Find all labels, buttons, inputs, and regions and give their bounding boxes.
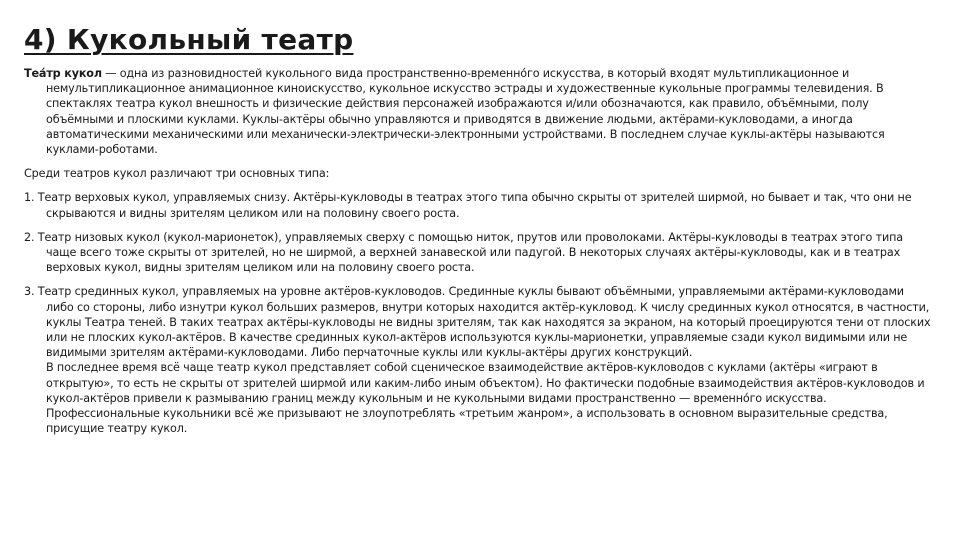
type-item-1-text: 1. Театр верховых кукол, управляемых снизу. Актёры-кукловоды в театрах этого типа обычно скрыты от зрителей ширмой, но бывает и так, что они не скрываются и видны зрителям целиком или на половину своего роста. [24,191,912,220]
slide [24,20,934,445]
intro-term: Теа́тр кукол [24,67,102,80]
type-item-3 [24,284,934,436]
type-item-3-continuation: В последнее время всё чаще театр кукол представляет собой сценическое взаимодействие актёров-кукловодов с куклами (актёры «играют в открытую», то есть не скрыты от зрителей ширмой или каким-либо иным объектом). Но фактически подобные взаимодействия актёров-кукловодов и кукол-актёров привели к размыванию границ между кукольным и не кукольными видами пространственно — временно́го искусства. Профессиональные кукольники всё же призывают не злоупотреблять «третьим жанром», а использовать в основном выразительные средства, присущие театру кукол. [46,361,925,436]
intro-text: — одна из разновидностей кукольного вида пространственно-временно́го искусства, в который входят мультипликационное и немультипликационное анимационное киноискусство, кукольное искусство эстрады и художественные кукольные программы телевидения. В спектаклях театра кукол внешность и физические действия персонажей изображаются и/или обозначаются, как правило, объёмными, полу объёмными и плоскими куклами. Куклы-актёры обычно управляются и приводятся в движение людьми, актёрами-кукловодами, а иногда автоматическими механическими или механически-электрически-электронными устройствами. В последнем случае куклы-актёры называются куклами-роботами. [46,67,885,157]
slide-body [24,66,934,436]
type-item-3-text: 3. Театр срединных кукол, управляемых на уровне актёров-кукловодов. Срединные куклы бывают объёмными, управляемыми актёрами-кукловодами либо со стороны, либо изнутри кукол больших размеров, внутри которых находится актёр-кукловод. К числу срединных кукол относятся, в частности, куклы Театра теней. В таких театрах актёры-кукловоды не видны зрителям, так как находятся за экраном, на который проецируются тени от плоских или не плоских кукол-актёров. В качестве срединных кукол-актёров используются куклы-марионетки, управляемые сзади кукол видимыми или не видимыми зрителям актёрами-кукловодами. Либо перчаточные куклы или куклы-актёры других конструкций. [24,285,931,360]
types-intro: Среди театров кукол различают три основных типа: [24,167,330,181]
type-item-2-text: 2. Театр низовых кукол (кукол-марионеток), управляемых сверху с помощью ниток, прутов или проволоками. Актёры-кукловоды в театрах этого типа чаще всего тоже скрыты от зрителей, но не ширмой, а верхней занавеской или падугой. В некоторых случаях актёры-кукловоды, как и в театрах верховых кукол, видны зрителям целиком или на половину своего роста. [24,230,903,275]
intro-paragraph [24,66,934,157]
slide-title: 4) Кукольный театр [24,23,354,56]
type-item-2 [24,230,934,276]
type-item-1 [24,190,934,220]
